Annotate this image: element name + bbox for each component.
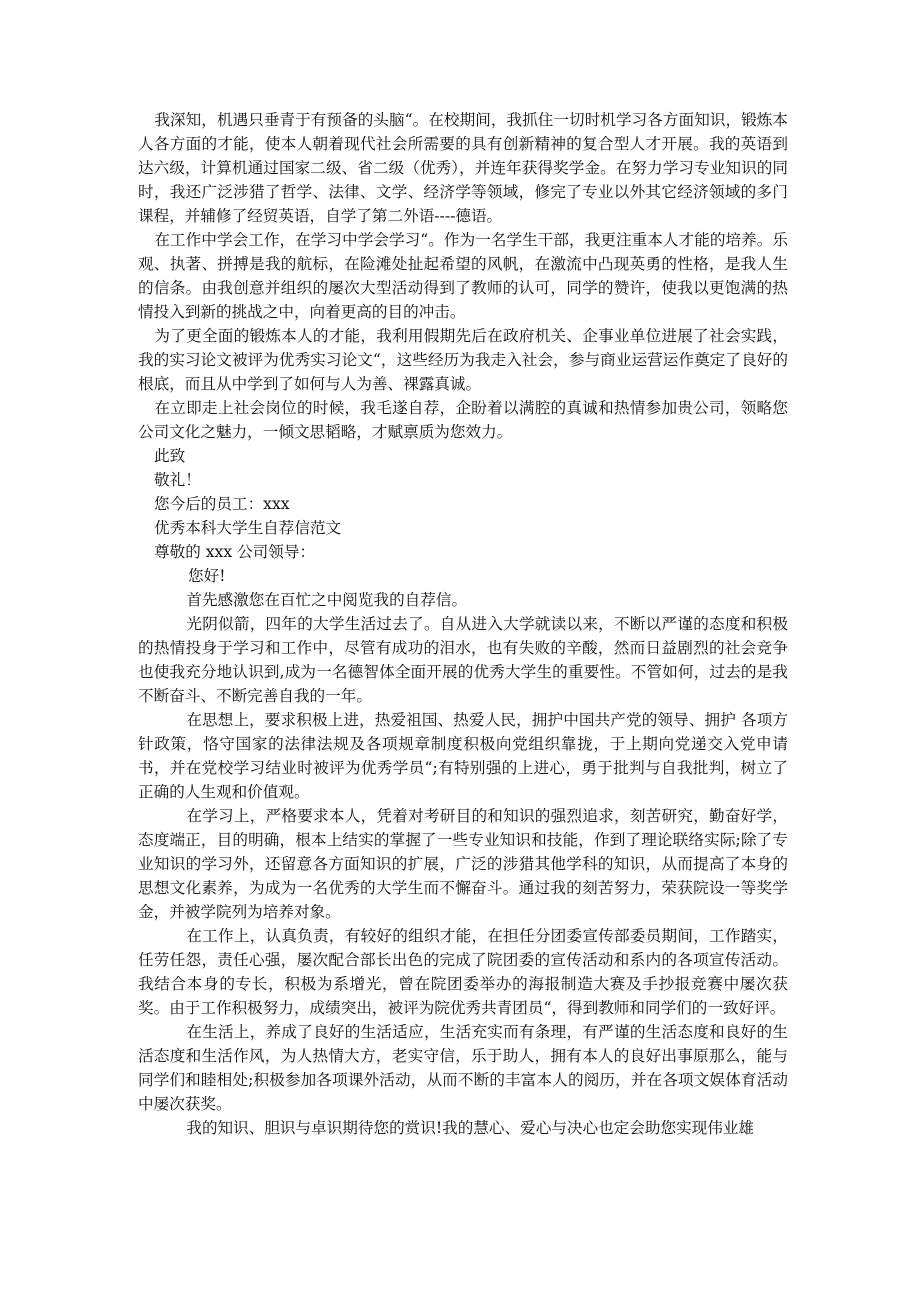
paragraph-ideology: 在思想上，要求积极上进，热爱祖国、热爱人民，拥护中国共产党的领导、拥护 各项方针政策，恪守国家的法律法规及各项规章制度积极向党组织靠拢，于上期向党递交入党申请书，并在党校学习结业时被评为优秀学员“;有特别强的上进心，勇于批判与自我批判，树立了正确的人生观和价值观。 [138,711,788,801]
salutation: 尊敬的 xxx 公司领导： [154,543,316,561]
paragraph-work-study: 在工作中学会工作，在学习中学会学习“。作为一名学生干部，我更注重本人才能的培养。乐观、执著、拼搏是我的航标，在险滩处扯起希望的风帆，在激流中凸现英勇的性格，是我人生的信条。由我创意并组织的屡次大型活动得到了教师的认可，同学的赞许，使我以更饱满的热情投入到新的挑战之中，向着更高的目的冲击。 [138,231,788,321]
paragraph-practice: 为了更全面的锻炼本人的才能，我利用假期先后在政府机关、企事业单位进展了社会实践，我的实习论文被评为优秀实习论文“，这些经历为我走入社会，参与商业运营运作奠定了良好的根底，而且从中学到了如何与人为善、裸露真诚。 [138,327,788,393]
document-page [138,108,788,1140]
paragraph-study: 在学习上，严格要求本人，凭着对考研目的和知识的强烈追求，刻苦研究，勤奋好学，态度端正，目的明确，根本上结实的掌握了一些专业知识和技能，作到了理论联络实际;除了专业知识的学习外，还留意各方面知识的扩展，广泛的涉猎其他学科的知识，从而提高了本身的思想文化素养，为成为一名优秀的大学生而不懈奋斗。通过我的刻苦努力，荣获院设一等奖学金，并被学院列为培养对象。 [138,807,788,921]
paragraph-final: 我的知识、胆识与卓识期待您的赏识!我的慧心、爱心与决心也定会助您实现伟业雄 [186,1119,755,1137]
paragraph-thanks: 首先感激您在百忙之中阅览我的自荐信。 [186,591,468,609]
closing-jingli: 敬礼！ [154,471,201,489]
paragraph-work: 在工作上，认真负责，有较好的组织才能，在担任分团委宣传部委员期间，工作踏实，任劳任怨，责任心强，屡次配合部长出色的完成了院团委的宣传活动和系内的各项宣传活动。我结合本身的专长，积极为系增光，曾在院团委举办的海报制造大赛及手抄报竞赛中屡次获奖。由于工作积极努力，成绩突出，被评为院优秀共青团员“，得到教师和同学们的一致好评。 [138,927,788,1017]
paragraph-self-recommend: 在立即走上社会岗位的时候，我毛遂自荐，企盼着以满腔的真诚和热情参加贵公司，领略您公司文化之魅力，一倾文思韬略，才赋禀质为您效力。 [138,399,788,441]
paragraph-university-life: 光阴似箭，四年的大学生活过去了。自从进入大学就读以来，不断以严谨的态度和积极的热情投身于学习和工作中，尽管有成功的泪水，也有失败的辛酸，然而日益剧烈的社会竞争也使我充分地认识到,成为一名德智体全面开展的优秀大学生的重要性。不管如何，过去的是我不断奋斗、不断完善自我的一年。 [138,615,788,705]
greeting: 您好! [188,567,226,585]
signature-line: 您今后的员工：xxx [154,495,290,513]
closing-cizhi: 此致 [154,447,186,465]
paragraph-life: 在生活上，养成了良好的生活适应，生活充实而有条理，有严谨的生活态度和良好的生活态度和生活作风，为人热情大方，老实守信，乐于助人，拥有本人的良好出事原那么，能与同学们和睦相处;积极参加各项课外活动，从而不断的丰富本人的阅历，并在各项文娱体育活动中屡次获奖。 [138,1023,788,1113]
paragraph-opportunity: 我深知，机遇只垂青于有预备的头脑“。在校期间，我抓住一切时机学习各方面知识，锻炼本人各方面的才能，使本人朝着现代社会所需要的具有创新精神的复合型人才开展。我的英语到达六级，计算机通过国家二级、省二级（优秀），并连年获得奖学金。在努力学习专业知识的同时，我还广泛涉猎了哲学、法律、文学、经济学等领域，修完了专业以外其它经济领域的多门课程，并辅修了经贸英语，自学了第二外语----德语。 [138,111,788,225]
second-letter-title: 优秀本科大学生自荐信范文 [154,519,342,537]
